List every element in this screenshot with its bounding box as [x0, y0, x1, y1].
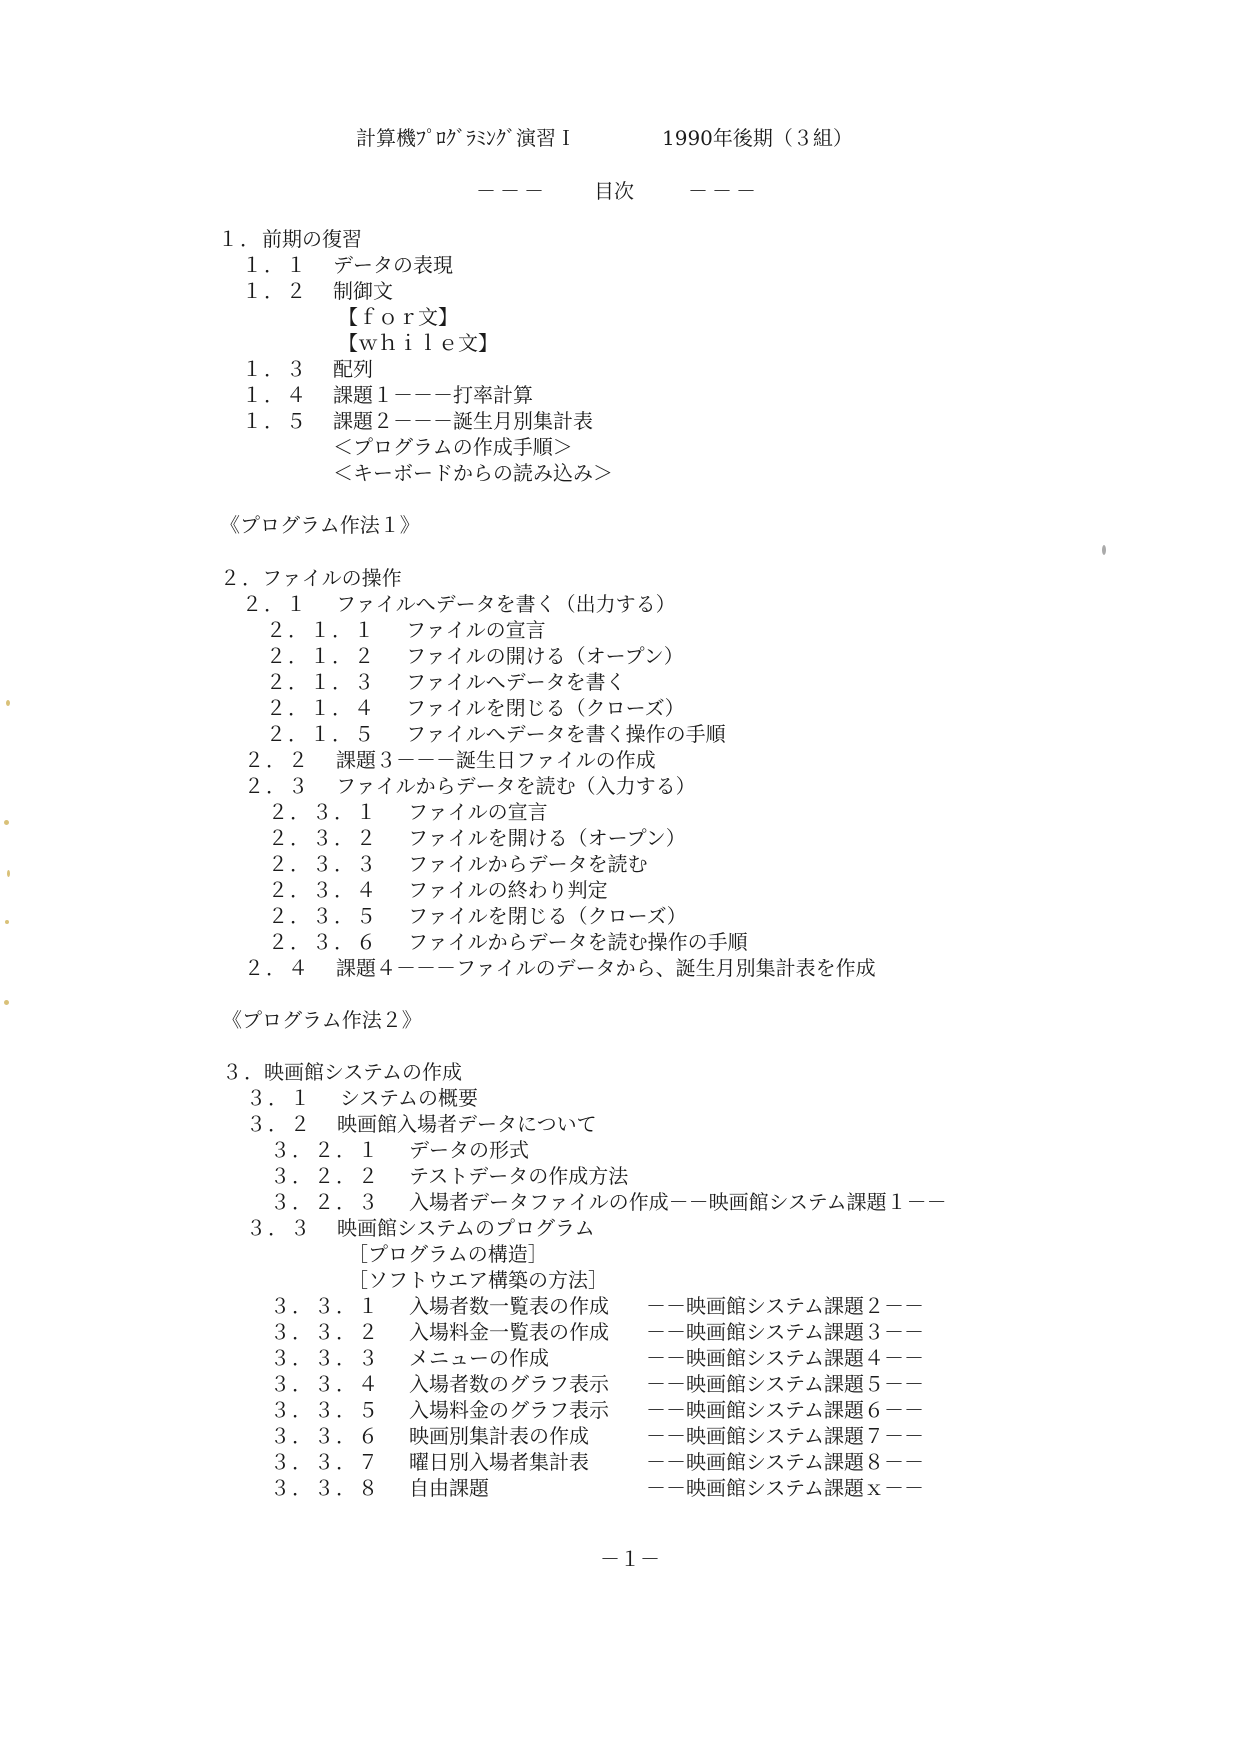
toc-entry-number: ２．３．３ [268, 852, 378, 876]
toc-entry-number: ２．３．２ [268, 826, 378, 850]
scan-speck [5, 920, 9, 924]
toc-entry [0, 1007, 1237, 1033]
toc-entry-number: ３．３．１ [270, 1294, 380, 1318]
course-title: 計算機ﾌﾟﾛｸﾞﾗﾐﾝｸﾞ演習Ｉ [356, 126, 576, 150]
toc-entry-number: ３．３．４ [270, 1372, 380, 1396]
toc-entry-number: ２．１．１ [266, 618, 376, 642]
toc-entry-text: メニューの作成 [409, 1346, 549, 1370]
toc-entry [0, 356, 1237, 382]
toc-entry-text: 【ｆｏｒ文】 [338, 305, 458, 329]
toc-entry [0, 1293, 1237, 1319]
toc-entry-text: 入場者数のグラフ表示 [409, 1372, 609, 1396]
toc-entry [0, 1475, 1237, 1501]
toc-entry [0, 330, 1237, 356]
toc-entry [0, 955, 1237, 981]
toc-entry [0, 1397, 1237, 1423]
toc-entry-text: 課題４－－－ファイルのデータから、誕生月別集計表を作成 [336, 956, 876, 980]
scan-speck [4, 820, 9, 825]
toc-entry-assignment: －－映画館システム課題４－－ [646, 1346, 924, 1370]
toc-entry-number: １．５ [242, 409, 308, 433]
toc-entry-number: ３．２．１ [270, 1138, 380, 1162]
toc-entry [0, 304, 1237, 330]
toc-entry [0, 643, 1237, 669]
toc-entry-text: 課題１－－－打率計算 [333, 383, 533, 407]
toc-entry-assignment: －－映画館システム課題７－－ [646, 1424, 924, 1448]
toc-entry [0, 1241, 1237, 1267]
toc-entry-text: ［ソフトウエア構築の方法］ [348, 1268, 608, 1292]
toc-entry-number: ２．１．５ [266, 722, 376, 746]
toc-entry [0, 278, 1237, 304]
toc-entry-text: 配列 [333, 357, 373, 381]
toc-entry-text: データの表現 [333, 253, 453, 277]
toc-entry-text: 入場者データファイルの作成－－映画館システム課題１－－ [409, 1190, 947, 1214]
toc-entry-text: ＜プログラムの作成手順＞ [333, 435, 573, 459]
toc-entry-number: ２．３．１ [268, 800, 378, 824]
toc-entry-number: ２．２ [244, 748, 310, 772]
toc-entry [0, 382, 1237, 408]
toc-entry [0, 512, 1237, 538]
toc-entry-text: ［プログラムの構造］ [348, 1242, 548, 1266]
toc-title: 目次 [594, 179, 634, 203]
toc-entry-text: 【ｗｈｉｌｅ文】 [338, 331, 498, 355]
toc-entry [0, 617, 1237, 643]
toc-entry-number: １．２ [242, 279, 308, 303]
scan-speck [7, 870, 10, 877]
toc-heading-dashes-right: －－－ [688, 179, 760, 203]
toc-entry-text: ファイルの操作 [262, 566, 402, 590]
toc-entry [0, 1189, 1237, 1215]
toc-entry-text: ＜キーボードからの読み込み＞ [333, 461, 613, 485]
toc-entry [0, 591, 1237, 617]
toc-entry-text: データの形式 [409, 1138, 529, 1162]
toc-entry-number: ２．１ [242, 592, 308, 616]
toc-entry [0, 929, 1237, 955]
toc-entry-text: 前期の復習 [262, 227, 362, 251]
toc-entry-number: ２．１．４ [266, 696, 376, 720]
toc-entry-text: 入場料金一覧表の作成 [409, 1320, 609, 1344]
toc-entry-number: ２．１．３ [266, 670, 376, 694]
toc-entry-number: ３．３．３ [270, 1346, 380, 1370]
toc-entry-text: ファイルの宣言 [406, 618, 546, 642]
toc-entry-number: ２．１．２ [266, 644, 376, 668]
toc-entry-text: ファイルの開ける（オープン） [406, 644, 684, 668]
toc-entry-text: ファイルへデータを書く操作の手順 [406, 722, 726, 746]
toc-entry-number: ２．３．４ [268, 878, 378, 902]
toc-entry-number: ３．３ [246, 1216, 312, 1240]
scan-speck [6, 700, 10, 706]
toc-entry-number: ２．３．５ [268, 904, 378, 928]
toc-entry-text: 《プログラム作法１》 [220, 513, 420, 537]
toc-entry-text: 映画館システムのプログラム [337, 1216, 595, 1240]
toc-entry [0, 1059, 1237, 1085]
toc-entry-text: ファイルからデータを読む（入力する） [336, 774, 696, 798]
toc-entry-text: テストデータの作成方法 [409, 1164, 629, 1188]
scan-speck [4, 1000, 9, 1005]
toc-entry-text: 映画館入場者データについて [337, 1112, 597, 1136]
toc-entry-text: システムの概要 [340, 1086, 478, 1110]
toc-entry-text: ファイルからデータを読む [408, 852, 648, 876]
toc-entry-assignment: －－映画館システム課題８－－ [646, 1450, 924, 1474]
toc-entry [0, 252, 1237, 278]
toc-entry [0, 1111, 1237, 1137]
toc-entry-number: ２．４ [244, 956, 310, 980]
toc-entry [0, 669, 1237, 695]
toc-entry-text: 映画館システムの作成 [264, 1060, 462, 1084]
toc-entry [0, 1137, 1237, 1163]
toc-entry [0, 747, 1237, 773]
toc-entry [0, 1163, 1237, 1189]
toc-entry [0, 1215, 1237, 1241]
toc-entry-text: ファイルを開ける（オープン） [408, 826, 686, 850]
toc-entry-text: 《プログラム作法２》 [222, 1008, 422, 1032]
toc-entry [0, 695, 1237, 721]
toc-entry-number: ２．３ [244, 774, 310, 798]
toc-entry-number: ３．２．３ [270, 1190, 380, 1214]
toc-entry-number: １．１ [242, 253, 308, 277]
toc-entry-text: 課題３－－－誕生日ファイルの作成 [336, 748, 656, 772]
toc-entry [0, 460, 1237, 486]
toc-entry-assignment: －－映画館システム課題ｘ－－ [646, 1476, 924, 1500]
toc-entry [0, 1371, 1237, 1397]
toc-entry-number: １．３ [242, 357, 308, 381]
toc-entry-number: ３．３．８ [270, 1476, 380, 1500]
toc-entry-text: 課題２－－－誕生月別集計表 [333, 409, 593, 433]
toc-entry-assignment: －－映画館システム課題３－－ [646, 1320, 924, 1344]
toc-entry-number: ３． [222, 1060, 266, 1084]
toc-entry-text: ファイルの宣言 [408, 800, 548, 824]
toc-entry [0, 565, 1237, 591]
toc-entry-text: 制御文 [333, 279, 393, 303]
toc-entry-assignment: －－映画館システム課題２－－ [646, 1294, 924, 1318]
toc-entry-assignment: －－映画館システム課題５－－ [646, 1372, 924, 1396]
toc-entry [0, 773, 1237, 799]
toc-entry [0, 1319, 1237, 1345]
page-number: －１－ [600, 1547, 660, 1571]
toc-entry-text: 入場料金のグラフ表示 [409, 1398, 609, 1422]
toc-entry [0, 851, 1237, 877]
toc-entry-number: １． [218, 227, 262, 251]
toc-entry-text: 入場者数一覧表の作成 [409, 1294, 609, 1318]
toc-entry-text: ファイルへデータを書く（出力する） [336, 592, 676, 616]
toc-entry-text: ファイルを閉じる（クローズ） [406, 696, 685, 720]
toc-heading-dashes-left: －－－ [476, 179, 548, 203]
toc-entry [0, 408, 1237, 434]
toc-entry-number: ３．３．５ [270, 1398, 380, 1422]
toc-entry [0, 1085, 1237, 1111]
toc-entry [0, 434, 1237, 460]
toc-entry-text: ファイルへデータを書く [406, 670, 626, 694]
toc-entry [0, 1423, 1237, 1449]
toc-entry-text: ファイルを閉じる（クローズ） [408, 904, 687, 928]
toc-entry [0, 903, 1237, 929]
toc-entry [0, 226, 1237, 252]
toc-entry-number: ３．３．２ [270, 1320, 380, 1344]
toc-entry-text: ファイルからデータを読む操作の手順 [408, 930, 748, 954]
toc-entry-number: ３．２．２ [270, 1164, 380, 1188]
toc-entry [0, 1345, 1237, 1371]
scan-speck [1102, 545, 1106, 555]
toc-entry-text: 曜日別入場者集計表 [409, 1450, 589, 1474]
toc-entry [0, 825, 1237, 851]
toc-entry-number: ３．１ [246, 1086, 312, 1110]
toc-entry [0, 721, 1237, 747]
toc-entry [0, 1449, 1237, 1475]
term-label: 1990年後期（３組） [662, 126, 853, 150]
toc-entry [0, 1267, 1237, 1293]
toc-entry-number: ３．３．７ [270, 1450, 380, 1474]
toc-entry-number: ２． [220, 566, 264, 590]
toc-entry [0, 877, 1237, 903]
toc-entry-number: ３．２ [246, 1112, 312, 1136]
toc-entry-text: 自由課題 [409, 1476, 489, 1500]
toc-entry-text: ファイルの終わり判定 [408, 878, 608, 902]
toc-entry-text: 映画別集計表の作成 [409, 1424, 589, 1448]
toc-entry [0, 799, 1237, 825]
toc-entry-number: ３．３．６ [270, 1424, 380, 1448]
toc-entry-number: １．４ [242, 383, 308, 407]
toc-entry-number: ２．３．６ [268, 930, 378, 954]
toc-entry-assignment: －－映画館システム課題６－－ [646, 1398, 924, 1422]
